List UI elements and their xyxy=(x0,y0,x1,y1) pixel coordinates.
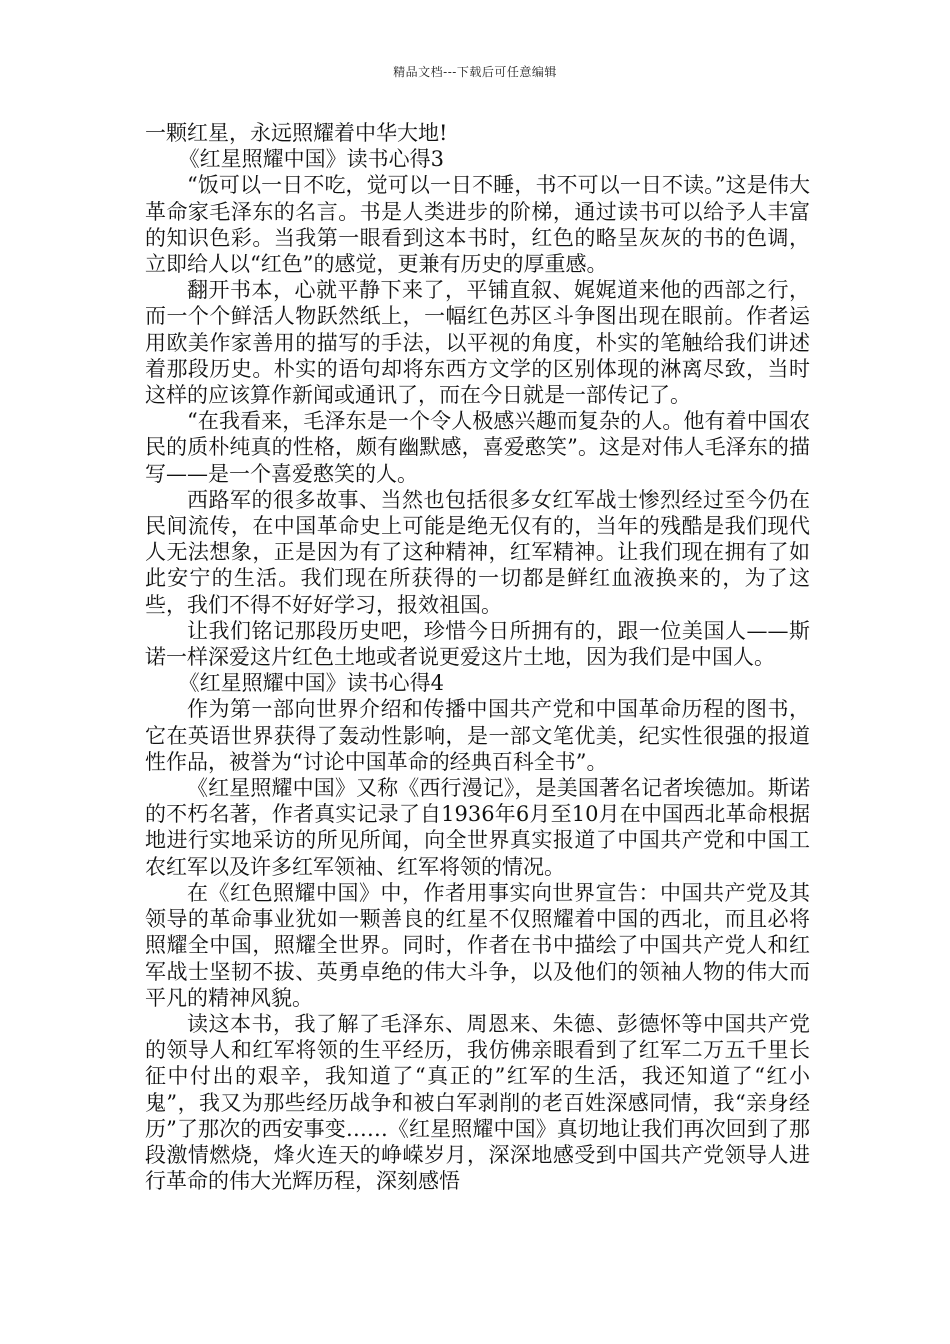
paragraph: 读这本书，我了解了毛泽东、周恩来、朱德、彭德怀等中国共产党的领导人和红军将领的生平经历，我仿佛亲眼看到了红军二万五千里长征中付出的艰辛，我知道了“真正的”红军的生活，我还知道了“红小鬼”，我又为那些经历战争和被白军剥削的老百姓深感同情，我“亲身经历”了那次的西安事变……《红星照耀中国》真切地让我们再次回到了那段激情燃烧，烽火连天的峥嵘岁月，深深地感受到中国共产党领导人进行革命的伟大光辉历程，深刻感悟 xyxy=(145,1011,810,1194)
document-body xyxy=(145,120,810,1194)
paragraph: 在《红色照耀中国》中，作者用事实向世界宣告：中国共产党及其领导的革命事业犹如一颗善良的红星不仅照耀着中国的西北，而且必将照耀全中国，照耀全世界。同时，作者在书中描绘了中国共产党人和红军战士坚韧不拔、英勇卓绝的伟大斗争，以及他们的领袖人物的伟大而平凡的精神风貌。 xyxy=(145,880,810,1010)
paragraph: 让我们铭记那段历史吧，珍惜今日所拥有的，跟一位美国人——斯诺一样深爱这片红色土地或者说更爱这片土地，因为我们是中国人。 xyxy=(145,618,810,670)
paragraph: 作为第一部向世界介绍和传播中国共产党和中国革命历程的图书，它在英语世界获得了轰动性影响，是一部文笔优美，纪实性很强的报道性作品，被誉为“讨论中国革命的经典百科全书”。 xyxy=(145,697,810,774)
paragraph: 西路军的很多故事、当然也包括很多女红军战士惨烈经过至今仍在民间流传，在中国革命史上可能是绝无仅有的，当年的残酷是我们现代人无法想象，正是因为有了这种精神，红军精神。让我们现在拥有了如此安宁的生活。我们现在所获得的一切都是鲜红血液换来的，为了这些，我们不得不好好学习，报效祖国。 xyxy=(145,487,810,617)
paragraph: “饭可以一日不吃，觉可以一日不睡，书不可以一日不读。”这是伟大革命家毛泽东的名言。书是人类进步的阶梯，通过读书可以给予人丰富的知识色彩。当我第一眼看到这本书时，红色的略呈灰灰的书的色调，立即给人以“红色”的感觉，更兼有历史的厚重感。 xyxy=(145,173,810,277)
section-title: 《红星照耀中国》读书心得4 xyxy=(178,671,444,696)
page-header: 精品文档---下载后可任意编辑 xyxy=(393,65,557,79)
paragraph: 一颗红星，永远照耀着中华大地! xyxy=(145,121,448,145)
paragraph: “在我看来，毛泽东是一个令人极感兴趣而复杂的人。他有着中国农民的质朴纯真的性格，颇有幽默感，喜爱憨笑”。这是对伟人毛泽东的描写——是一个喜爱憨笑的人。 xyxy=(145,409,810,486)
section-title: 《红星照耀中国》读书心得3 xyxy=(178,147,444,172)
paragraph: 翻开书本，心就平静下来了，平铺直叙、娓娓道来他的西部之行，而一个个鲜活人物跃然纸上，一幅红色苏区斗争图出现在眼前。作者运用欧美作家善用的描写的手法，以平视的角度，朴实的笔触给我们讲述着那段历史。朴实的语句却将东西方文学的区别体现的淋离尽致，当时这样的应该算作新闻或通讯了，而在今日就是一部传记了。 xyxy=(145,278,810,408)
paragraph: 《红星照耀中国》又称《西行漫记》，是美国著名记者埃德加。斯诺的不朽名著，作者真实记录了自1936年6月至10月在中国西北革命根据地进行实地采访的所见所闻，向全世界真实报道了中国共产党和中国工农红军以及许多红军领袖、红军将领的情况。 xyxy=(145,776,810,879)
